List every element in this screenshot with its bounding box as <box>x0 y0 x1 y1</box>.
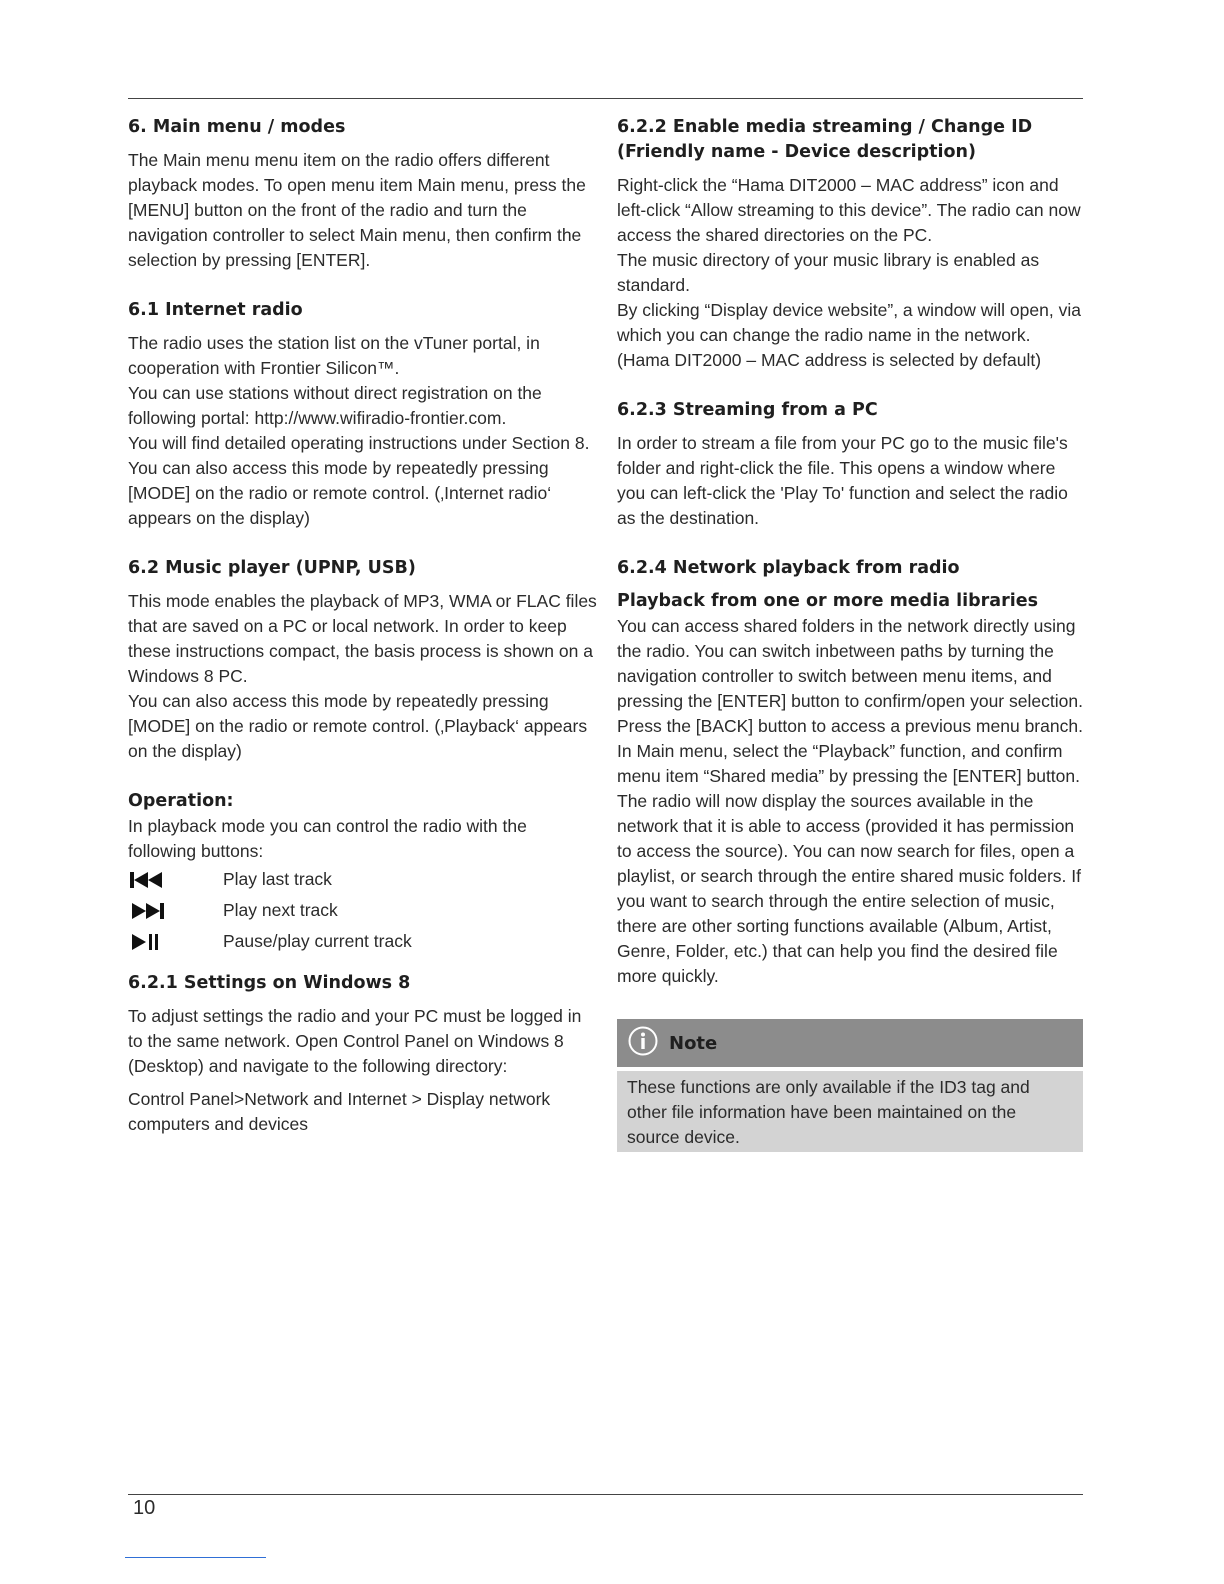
section-6-2-1-paragraph-1: To adjust settings the radio and your PC must be logged in to the same network. Open Control Panel on Windows 8 (Desktop) and navigate to the following directory: <box>128 1006 582 1076</box>
section-6-2-2-heading: 6.2.2 Enable media streaming / Change ID (Friendly name - Device description) <box>617 117 1033 162</box>
next-track-label: Play next track <box>223 900 338 920</box>
next-track-icon <box>128 902 223 920</box>
note-box <box>617 1019 1083 1152</box>
section-6-2-paragraph-1: This mode enables the playback of MP3, WMA or FLAC files that are saved on a PC or local network. In order to keep these instructions compact, the basis process is shown on a Windows 8 PC. <box>128 591 597 686</box>
play-pause-icon <box>128 933 223 951</box>
right-column <box>617 115 1083 1152</box>
page-number: 10 <box>133 1497 156 1519</box>
section-6-2-paragraph-2: You can also access this mode by repeatedly pressing [MODE] on the radio or remote control. (‚Playback‘ appears on the display) <box>128 691 588 761</box>
section-6-2-4-heading: 6.2.4 Network playback from radio <box>617 558 960 578</box>
previous-track-label: Play last track <box>223 869 332 889</box>
section-6-2-2-paragraph-1: Right-click the “Hama DIT2000 – MAC address” icon and left-click “Allow streaming to this device”. The radio can now access the shared directories on the PC. <box>617 175 1081 245</box>
section-6-2-1-heading: 6.2.1 Settings on Windows 8 <box>128 973 411 993</box>
section-6-1-paragraph-1: The radio uses the station list on the vTuner portal, in cooperation with Frontier Silicon™. <box>128 333 540 378</box>
info-icon <box>627 1025 659 1062</box>
button-row-previous <box>128 864 598 895</box>
section-6-2-heading: 6.2 Music player (UPNP, USB) <box>128 558 416 578</box>
bottom-link-line <box>125 1557 266 1558</box>
button-row-play-pause <box>128 926 598 957</box>
section-6-2-3-heading: 6.2.3 Streaming from a PC <box>617 400 878 420</box>
previous-track-icon <box>128 871 223 889</box>
section-6-1-paragraph-2: You can use stations without direct registration on the following portal: http://www.wifiradio-frontier.com. <box>128 383 542 428</box>
left-column <box>128 115 598 1137</box>
section-6-2-4-paragraph-1: You can access shared folders in the network directly using the radio. You can switch inbetween paths by turning the navigation controller to switch between menu items, and pressing the [ENTER] button to confirm/open your selection. Press the [BACK] button to access a previous menu branch. In Main menu, select the “Playback” function, and confirm menu item “Shared media” by pressing the [ENTER] button. The radio will now display the sources available in the network that it is able to access (provided it has permission to access the source). You can now search for files, open a playlist, or search through the entire shared music folders. If you want to search through the entire selection of music, there are other sorting functions available (Album, Artist, Genre, Folder, etc.) that can help you find the desired file more quickly. <box>617 616 1083 986</box>
bottom-rule <box>128 1494 1083 1495</box>
operation-text: In playback mode you can control the radio with the following buttons: <box>128 816 527 861</box>
note-body: These functions are only available if the ID3 tag and other file information have been maintained on the source device. <box>617 1071 1083 1152</box>
section-6-1-heading: 6.1 Internet radio <box>128 300 303 320</box>
section-6-2-2-paragraph-2: The music directory of your music library is enabled as standard. <box>617 250 1040 295</box>
section-6-2-2-paragraph-3: By clicking “Display device website”, a window will open, via which you can change the radio name in the network. (Hama DIT2000 – MAC address is selected by default) <box>617 300 1081 370</box>
top-rule <box>128 98 1083 99</box>
section-6-2-3-paragraph-1: In order to stream a file from your PC go to the music file's folder and right-click the file. This opens a window where you can left-click the 'Play To' function and select the radio as the destination. <box>617 433 1068 528</box>
section-6-text: The Main menu menu item on the radio offers different playback modes. To open menu item Main menu, press the [MENU] button on the front of the radio and turn the navigation controller to select Main menu, then confirm the selection by pressing [ENTER]. <box>128 150 586 270</box>
section-6-heading: 6. Main menu / modes <box>128 117 346 137</box>
note-header <box>617 1019 1083 1067</box>
note-title: Note <box>669 1032 718 1054</box>
section-6-2-4-subheading: Playback from one or more media libraries <box>617 591 1038 611</box>
button-row-next <box>128 895 598 926</box>
section-6-2-1-paragraph-2: Control Panel>Network and Internet > Display network computers and devices <box>128 1089 551 1134</box>
play-pause-label: Pause/play current track <box>223 931 412 951</box>
section-6-1-paragraph-3: You will find detailed operating instructions under Section 8. You can also access this mode by repeatedly pressing [MODE] on the radio or remote control. (‚Internet radio‘ appears on the display) <box>128 433 590 528</box>
operation-heading: Operation: <box>128 791 234 811</box>
